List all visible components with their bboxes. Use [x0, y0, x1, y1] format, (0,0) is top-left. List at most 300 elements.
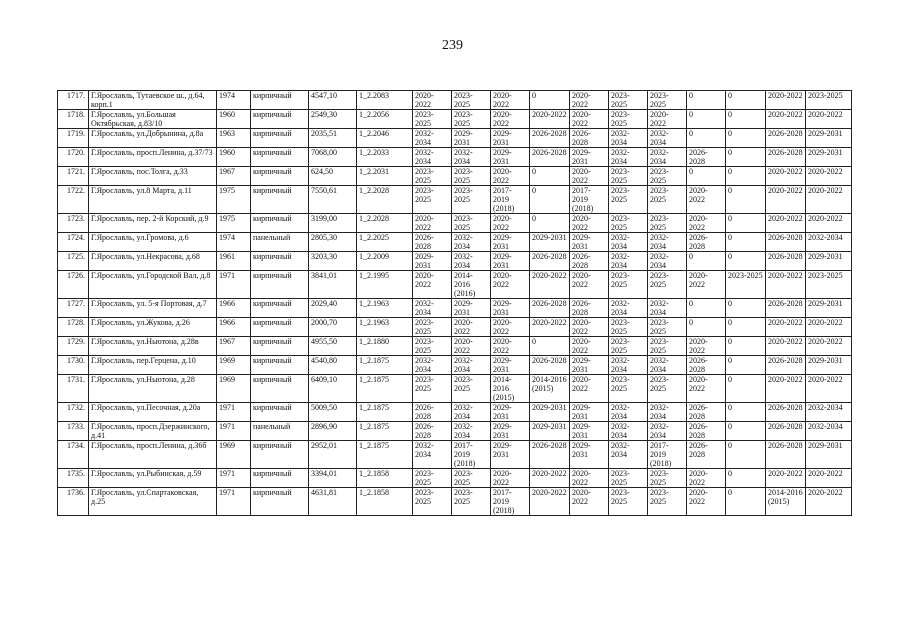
row-code: 1_2.2025	[357, 233, 413, 252]
row-code: 1_2.2056	[357, 110, 413, 129]
row-period-cell: 2020-2022	[570, 337, 609, 356]
row-period-cell: 2020-2022	[806, 214, 852, 233]
row-address: Г.Ярославль, ул.Некрасова, д.68	[89, 252, 217, 271]
row-period-cell: 2029-2031	[570, 148, 609, 167]
row-period-cell: 2020-2022	[530, 318, 570, 337]
row-period-cell: 2020-2022	[570, 318, 609, 337]
table-row	[58, 299, 852, 318]
row-area: 2952,01	[309, 441, 357, 469]
row-period-cell: 0	[726, 403, 766, 422]
row-period-cell: 2017-2019 (2018)	[491, 488, 530, 516]
row-code: 1_2.1858	[357, 488, 413, 516]
row-period-cell: 0	[726, 186, 766, 214]
row-period-cell: 2032-2034	[413, 299, 452, 318]
row-period-cell: 2026-2028	[766, 441, 806, 469]
row-period-cell: 2029-2031	[570, 356, 609, 375]
row-year: 1963	[217, 129, 251, 148]
row-year: 1971	[217, 488, 251, 516]
row-area: 3841,01	[309, 271, 357, 299]
row-period-cell: 0	[687, 299, 726, 318]
row-period-cell: 2029-2031	[452, 299, 491, 318]
row-period-cell: 2020-2022	[687, 186, 726, 214]
row-period-cell: 2032-2034	[648, 356, 687, 375]
table-row	[58, 271, 852, 299]
row-period-cell: 2032-2034	[609, 356, 648, 375]
table-row	[58, 337, 852, 356]
row-period-cell: 2023-2025	[609, 318, 648, 337]
row-year: 1974	[217, 91, 251, 110]
row-period-cell: 0	[726, 129, 766, 148]
row-period-cell: 2023-2025	[413, 375, 452, 403]
row-period-cell: 2023-2025	[452, 91, 491, 110]
row-period-cell: 2032-2034	[452, 233, 491, 252]
row-period-cell: 2032-2034	[413, 148, 452, 167]
row-address: Г.Ярославль, ул.Большая Октябрьская, д.83/10	[89, 110, 217, 129]
row-period-cell: 2017-2019 (2018)	[648, 441, 687, 469]
row-period-cell: 2032-2034	[648, 403, 687, 422]
row-address: Г.Ярославль, пер. 2-й Корский, д.9	[89, 214, 217, 233]
row-period-cell: 2023-2025	[726, 271, 766, 299]
row-period-cell: 2032-2034	[452, 356, 491, 375]
row-period-cell: 2032-2034	[413, 441, 452, 469]
row-period-cell: 2026-2028	[766, 422, 806, 441]
row-year: 1969	[217, 441, 251, 469]
row-area: 2000,70	[309, 318, 357, 337]
row-period-cell: 2029-2031	[806, 299, 852, 318]
row-period-cell: 2029-2031	[413, 252, 452, 271]
row-period-cell: 2029-2031	[570, 233, 609, 252]
row-period-cell: 0	[687, 110, 726, 129]
row-period-cell: 2023-2025	[648, 375, 687, 403]
row-period-cell: 0	[726, 148, 766, 167]
row-year: 1975	[217, 186, 251, 214]
row-wall-material: кирпичный	[251, 129, 309, 148]
row-number: 1723.	[58, 214, 89, 233]
row-period-cell: 2020-2022	[648, 110, 687, 129]
table-row	[58, 148, 852, 167]
row-period-cell: 2023-2025	[413, 186, 452, 214]
row-year: 1961	[217, 252, 251, 271]
row-address: Г.Ярославль, ул. 5-я Портовая, д.7	[89, 299, 217, 318]
row-period-cell: 2032-2034	[806, 422, 852, 441]
row-period-cell: 2023-2025	[609, 375, 648, 403]
row-period-cell: 2026-2028	[766, 129, 806, 148]
row-period-cell: 2020-2022	[766, 91, 806, 110]
row-period-cell: 2020-2022	[766, 271, 806, 299]
row-period-cell: 2023-2025	[452, 167, 491, 186]
row-period-cell: 2023-2025	[452, 214, 491, 233]
row-period-cell: 2020-2022	[766, 337, 806, 356]
row-period-cell: 2020-2022	[491, 167, 530, 186]
row-period-cell: 2023-2025	[609, 167, 648, 186]
row-period-cell: 2023-2025	[609, 91, 648, 110]
row-period-cell: 2029-2031	[806, 129, 852, 148]
row-code: 1_2.2083	[357, 91, 413, 110]
row-wall-material: кирпичный	[251, 252, 309, 271]
row-period-cell: 2032-2034	[609, 299, 648, 318]
row-period-cell: 2032-2034	[452, 422, 491, 441]
row-period-cell: 2026-2028	[530, 441, 570, 469]
row-period-cell: 2029-2031	[806, 148, 852, 167]
row-period-cell: 2026-2028	[766, 233, 806, 252]
row-period-cell: 2020-2022	[570, 488, 609, 516]
row-wall-material: кирпичный	[251, 469, 309, 488]
row-wall-material: кирпичный	[251, 318, 309, 337]
row-period-cell: 2020-2022	[491, 214, 530, 233]
row-period-cell: 2029-2031	[570, 403, 609, 422]
row-period-cell: 0	[726, 356, 766, 375]
page-number: 239	[442, 38, 463, 53]
row-period-cell: 2026-2028	[766, 148, 806, 167]
row-period-cell: 2020-2022	[806, 488, 852, 516]
row-period-cell: 2020-2022	[491, 91, 530, 110]
row-period-cell: 2023-2025	[452, 186, 491, 214]
row-period-cell: 2023-2025	[413, 110, 452, 129]
row-period-cell: 2029-2031	[491, 299, 530, 318]
housing-register-table	[57, 90, 852, 516]
row-period-cell: 2017-2019 (2018)	[570, 186, 609, 214]
row-period-cell: 2026-2028	[766, 252, 806, 271]
row-address: Г.Ярославль, ул.Жукова, д.26	[89, 318, 217, 337]
row-period-cell: 2020-2022	[491, 318, 530, 337]
row-period-cell: 2020-2022	[687, 337, 726, 356]
row-period-cell: 2023-2025	[413, 469, 452, 488]
row-period-cell: 2020-2022	[766, 167, 806, 186]
row-period-cell: 2023-2025	[648, 91, 687, 110]
row-address: Г.Ярославль, ул.Спартаковская, д.25	[89, 488, 217, 516]
row-period-cell: 2023-2025	[648, 271, 687, 299]
row-code: 1_2.2028	[357, 186, 413, 214]
row-period-cell: 0	[726, 318, 766, 337]
row-wall-material: кирпичный	[251, 375, 309, 403]
row-period-cell: 2032-2034	[413, 129, 452, 148]
row-area: 3199,00	[309, 214, 357, 233]
row-year: 1966	[217, 318, 251, 337]
row-period-cell: 2023-2025	[648, 186, 687, 214]
row-period-cell: 0	[530, 186, 570, 214]
row-period-cell: 2026-2028	[687, 403, 726, 422]
row-period-cell: 2023-2025	[609, 110, 648, 129]
row-code: 1_2.2046	[357, 129, 413, 148]
row-period-cell: 2026-2028	[766, 356, 806, 375]
row-period-cell: 2020-2022	[806, 186, 852, 214]
row-period-cell: 2020-2022	[687, 271, 726, 299]
row-period-cell: 2020-2022	[687, 469, 726, 488]
row-period-cell: 2020-2022	[687, 214, 726, 233]
row-period-cell: 2029-2031	[491, 148, 530, 167]
row-wall-material: кирпичный	[251, 271, 309, 299]
row-area: 3203,30	[309, 252, 357, 271]
row-period-cell: 2029-2031	[491, 356, 530, 375]
row-period-cell: 0	[530, 214, 570, 233]
row-year: 1971	[217, 271, 251, 299]
row-code: 1_2.1880	[357, 337, 413, 356]
row-period-cell: 2032-2034	[609, 422, 648, 441]
row-period-cell: 2020-2022	[491, 469, 530, 488]
row-period-cell: 0	[687, 129, 726, 148]
row-number: 1728.	[58, 318, 89, 337]
row-period-cell: 2023-2025	[648, 488, 687, 516]
row-period-cell: 2032-2034	[609, 233, 648, 252]
row-period-cell: 2020-2022	[491, 337, 530, 356]
row-period-cell: 2020-2022	[687, 375, 726, 403]
row-period-cell: 2026-2028	[413, 403, 452, 422]
row-number: 1722.	[58, 186, 89, 214]
row-period-cell: 2032-2034	[648, 148, 687, 167]
table-row	[58, 167, 852, 186]
row-period-cell: 2032-2034	[609, 252, 648, 271]
row-period-cell: 2020-2022	[766, 375, 806, 403]
row-period-cell: 2023-2025	[609, 214, 648, 233]
row-period-cell: 2029-2031	[530, 403, 570, 422]
row-year: 1960	[217, 110, 251, 129]
row-code: 1_2.1963	[357, 318, 413, 337]
row-period-cell: 2023-2025	[648, 318, 687, 337]
row-period-cell: 0	[530, 167, 570, 186]
row-period-cell: 2020-2022	[570, 91, 609, 110]
row-area: 6409,10	[309, 375, 357, 403]
row-number: 1727.	[58, 299, 89, 318]
row-period-cell: 0	[726, 488, 766, 516]
row-period-cell: 2032-2034	[648, 129, 687, 148]
table-row	[58, 186, 852, 214]
row-period-cell: 2020-2022	[530, 488, 570, 516]
row-code: 1_2.2031	[357, 167, 413, 186]
row-number: 1721.	[58, 167, 89, 186]
row-period-cell: 0	[726, 167, 766, 186]
row-period-cell: 2023-2025	[609, 469, 648, 488]
row-wall-material: кирпичный	[251, 299, 309, 318]
row-period-cell: 2023-2025	[452, 375, 491, 403]
row-period-cell: 2020-2022	[413, 271, 452, 299]
row-number: 1734.	[58, 441, 89, 469]
table-row	[58, 441, 852, 469]
row-wall-material: панельный	[251, 233, 309, 252]
row-period-cell: 0	[726, 299, 766, 318]
row-period-cell: 2026-2028	[687, 422, 726, 441]
row-period-cell: 2020-2022	[452, 337, 491, 356]
row-period-cell: 2023-2025	[648, 214, 687, 233]
row-period-cell: 2032-2034	[806, 233, 852, 252]
row-period-cell: 2023-2025	[452, 488, 491, 516]
row-wall-material: кирпичный	[251, 403, 309, 422]
row-code: 1_2.1875	[357, 356, 413, 375]
row-period-cell: 0	[726, 214, 766, 233]
row-code: 1_2.1875	[357, 375, 413, 403]
row-address: Г.Ярославль, ул.Ньютона, д.28в	[89, 337, 217, 356]
row-address: Г.Ярославль, ул.Добрынина, д.8а	[89, 129, 217, 148]
row-period-cell: 2014-2016 (2015)	[766, 488, 806, 516]
row-address: Г.Ярославль, пер.Герцена, д.10	[89, 356, 217, 375]
row-period-cell: 2023-2025	[609, 186, 648, 214]
row-period-cell: 2020-2022	[806, 375, 852, 403]
row-area: 5009,50	[309, 403, 357, 422]
row-address: Г.Ярославль, пос.Толга, д.33	[89, 167, 217, 186]
row-period-cell: 2032-2034	[648, 299, 687, 318]
row-period-cell: 2032-2034	[609, 441, 648, 469]
row-period-cell: 2020-2022	[766, 214, 806, 233]
row-period-cell: 0	[726, 422, 766, 441]
row-period-cell: 2029-2031	[491, 403, 530, 422]
row-number: 1720.	[58, 148, 89, 167]
row-year: 1969	[217, 375, 251, 403]
row-period-cell: 2023-2025	[413, 167, 452, 186]
row-area: 4955,50	[309, 337, 357, 356]
row-period-cell: 2029-2031	[570, 441, 609, 469]
row-period-cell: 2032-2034	[648, 422, 687, 441]
row-number: 1730.	[58, 356, 89, 375]
row-period-cell: 2023-2025	[413, 318, 452, 337]
row-period-cell: 2020-2022	[413, 91, 452, 110]
row-area: 624,50	[309, 167, 357, 186]
row-period-cell: 0	[687, 318, 726, 337]
row-area: 4631,81	[309, 488, 357, 516]
row-period-cell: 0	[726, 441, 766, 469]
row-period-cell: 2032-2034	[648, 252, 687, 271]
row-number: 1717.	[58, 91, 89, 110]
row-number: 1719.	[58, 129, 89, 148]
row-period-cell: 0	[726, 110, 766, 129]
row-period-cell: 2026-2028	[570, 252, 609, 271]
row-period-cell: 0	[726, 469, 766, 488]
row-code: 1_2.2033	[357, 148, 413, 167]
row-period-cell: 2029-2031	[491, 422, 530, 441]
row-number: 1732.	[58, 403, 89, 422]
table-row	[58, 469, 852, 488]
row-period-cell: 0	[726, 233, 766, 252]
row-number: 1726.	[58, 271, 89, 299]
row-period-cell: 2020-2022	[491, 271, 530, 299]
row-period-cell: 0	[687, 167, 726, 186]
table-row	[58, 318, 852, 337]
row-period-cell: 2032-2034	[648, 233, 687, 252]
table-body	[58, 91, 852, 516]
row-year: 1971	[217, 469, 251, 488]
row-address: Г.Ярославль, просп.Дзержинского, д.41	[89, 422, 217, 441]
row-period-cell: 2020-2022	[491, 110, 530, 129]
row-period-cell: 2026-2028	[766, 299, 806, 318]
table-row	[58, 375, 852, 403]
row-period-cell: 2017-2019 (2018)	[452, 441, 491, 469]
row-code: 1_2.1875	[357, 422, 413, 441]
table-row	[58, 91, 852, 110]
row-period-cell: 2020-2022	[570, 110, 609, 129]
table-row	[58, 214, 852, 233]
row-year: 1966	[217, 299, 251, 318]
row-wall-material: кирпичный	[251, 214, 309, 233]
row-period-cell: 0	[530, 91, 570, 110]
row-period-cell: 2023-2025	[609, 271, 648, 299]
row-number: 1735.	[58, 469, 89, 488]
row-period-cell: 2020-2022	[766, 186, 806, 214]
row-period-cell: 2029-2031	[452, 129, 491, 148]
row-code: 1_2.2028	[357, 214, 413, 233]
row-period-cell: 2032-2034	[413, 356, 452, 375]
row-address: Г.Ярославль, Тутаевское ш., д.64, корп.1	[89, 91, 217, 110]
row-period-cell: 2020-2022	[687, 488, 726, 516]
row-area: 2035,51	[309, 129, 357, 148]
table-row	[58, 110, 852, 129]
row-period-cell: 2023-2025	[452, 469, 491, 488]
row-wall-material: кирпичный	[251, 148, 309, 167]
table-row	[58, 403, 852, 422]
row-period-cell: 2020-2022	[530, 271, 570, 299]
row-area: 2805,30	[309, 233, 357, 252]
row-period-cell: 2020-2022	[530, 469, 570, 488]
row-year: 1967	[217, 167, 251, 186]
row-period-cell: 2026-2028	[530, 299, 570, 318]
row-period-cell: 2023-2025	[806, 271, 852, 299]
row-period-cell: 2032-2034	[452, 403, 491, 422]
row-period-cell: 2029-2031	[491, 129, 530, 148]
row-wall-material: кирпичный	[251, 110, 309, 129]
row-area: 4547,10	[309, 91, 357, 110]
row-code: 1_2.1875	[357, 441, 413, 469]
row-period-cell: 2029-2031	[570, 422, 609, 441]
row-period-cell: 2026-2028	[687, 441, 726, 469]
row-period-cell: 2023-2025	[452, 110, 491, 129]
row-period-cell: 2023-2025	[648, 167, 687, 186]
row-number: 1731.	[58, 375, 89, 403]
row-number: 1718.	[58, 110, 89, 129]
row-area: 2029,40	[309, 299, 357, 318]
table-row	[58, 422, 852, 441]
row-period-cell: 2026-2028	[570, 299, 609, 318]
row-period-cell: 2020-2022	[570, 167, 609, 186]
row-area: 2896,90	[309, 422, 357, 441]
row-period-cell: 2020-2022	[806, 469, 852, 488]
row-number: 1736.	[58, 488, 89, 516]
table-row	[58, 233, 852, 252]
row-period-cell: 2020-2022	[766, 469, 806, 488]
row-period-cell: 2020-2022	[806, 167, 852, 186]
row-period-cell: 2020-2022	[570, 271, 609, 299]
row-code: 1_2.1875	[357, 403, 413, 422]
row-period-cell: 2026-2028	[530, 148, 570, 167]
row-period-cell: 2020-2022	[806, 110, 852, 129]
table-row	[58, 356, 852, 375]
row-period-cell: 2026-2028	[413, 233, 452, 252]
row-period-cell: 0	[726, 91, 766, 110]
row-period-cell: 2020-2022	[570, 214, 609, 233]
row-wall-material: кирпичный	[251, 356, 309, 375]
row-period-cell: 0	[687, 91, 726, 110]
row-address: Г.Ярославль, ул.8 Марта, д.11	[89, 186, 217, 214]
row-address: Г.Ярославль, ул.Рыбинская, д.59	[89, 469, 217, 488]
row-area: 3394,01	[309, 469, 357, 488]
row-year: 1969	[217, 356, 251, 375]
row-address: Г.Ярославль, ул.Городской Вал, д.8	[89, 271, 217, 299]
row-period-cell: 2014-2016 (2015)	[491, 375, 530, 403]
row-period-cell: 2020-2022	[530, 110, 570, 129]
row-period-cell: 2026-2028	[530, 252, 570, 271]
row-period-cell: 2023-2025	[609, 337, 648, 356]
row-period-cell: 2023-2025	[648, 337, 687, 356]
row-period-cell: 2026-2028	[413, 422, 452, 441]
row-period-cell: 2026-2028	[530, 129, 570, 148]
row-year: 1971	[217, 422, 251, 441]
row-period-cell: 2032-2034	[806, 403, 852, 422]
row-address: Г.Ярославль, просп.Ленина, д.36б	[89, 441, 217, 469]
row-period-cell: 2032-2034	[609, 403, 648, 422]
row-period-cell: 2032-2034	[609, 148, 648, 167]
row-code: 1_2.2009	[357, 252, 413, 271]
row-code: 1_2.1995	[357, 271, 413, 299]
row-period-cell: 2026-2028	[530, 356, 570, 375]
row-period-cell: 0	[687, 252, 726, 271]
row-period-cell: 0	[726, 337, 766, 356]
row-address: Г.Ярославль, просп.Ленина, д.37/73	[89, 148, 217, 167]
